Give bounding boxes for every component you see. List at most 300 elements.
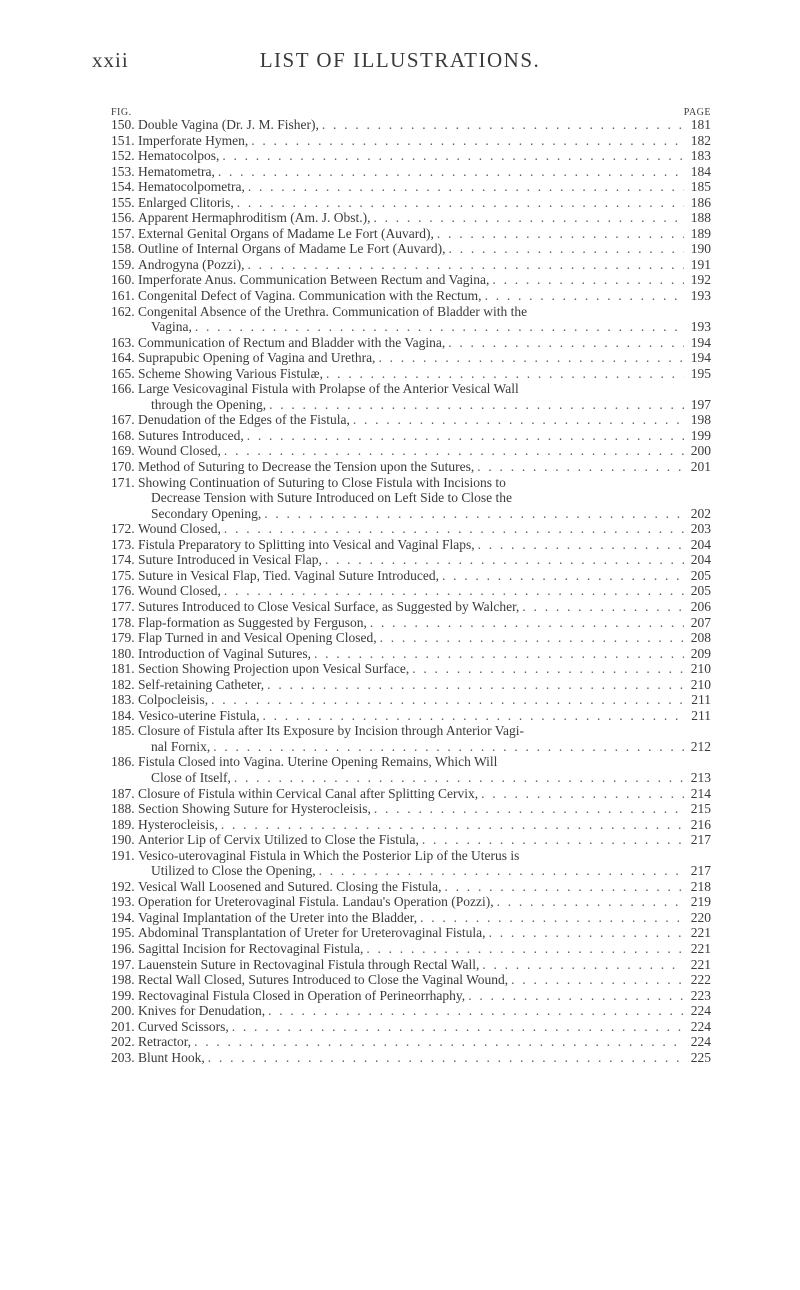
entry-title: Vesico-uterovaginal Fistula in Which the Posterior Lip of the Uterus is: [138, 847, 520, 863]
list-item: [111, 335, 711, 351]
list-item: [111, 381, 711, 412]
dot-leader: [314, 646, 684, 662]
page-number: 201: [690, 459, 711, 475]
list-item: [111, 615, 711, 631]
dot-leader: [267, 677, 684, 693]
entry-body: [138, 117, 711, 133]
entry-title: Suture Introduced in Vesical Flap,: [138, 552, 322, 568]
list-item: [111, 241, 711, 257]
fig-number: 151.: [111, 132, 135, 148]
entry-title: Section Showing Projection upon Vesical Surface,: [138, 661, 410, 677]
entry-line: [138, 475, 711, 491]
fig-number: 152.: [111, 148, 135, 164]
illustration-list: [111, 117, 711, 1065]
dot-leader: [326, 366, 684, 382]
entry-line: [138, 241, 711, 257]
page-number: 220: [690, 909, 711, 925]
page-number: 224: [690, 1003, 711, 1019]
entry-line: [138, 226, 711, 242]
page-number: 186: [690, 194, 711, 210]
list-item: [111, 521, 711, 537]
page-number: 212: [690, 738, 711, 754]
list-item: [111, 894, 711, 910]
entry-line: [138, 615, 711, 631]
page-number: 222: [690, 972, 711, 988]
fig-number: 188.: [111, 801, 135, 817]
list-item: [111, 288, 711, 304]
entry-line: [138, 210, 711, 226]
entry-line: [138, 179, 711, 195]
entry-title: Self-retaining Catheter,: [138, 676, 265, 692]
entry-body: [138, 195, 711, 211]
entry-body: [138, 521, 711, 537]
fig-number: 163.: [111, 334, 135, 350]
list-item: [111, 723, 711, 754]
fig-number: 189.: [111, 816, 135, 832]
entry-line: [138, 537, 711, 553]
fig-number: 186.: [111, 754, 135, 770]
entry-body: [138, 443, 711, 459]
fig-number: 181.: [111, 661, 135, 677]
entry-body: [138, 692, 711, 708]
entry-body: [138, 708, 711, 724]
dot-leader: [492, 272, 684, 288]
dot-leader: [319, 863, 684, 879]
entry-body: [138, 350, 711, 366]
entry-body: [138, 412, 711, 428]
dot-leader: [420, 910, 684, 926]
list-item: [111, 708, 711, 724]
entry-line: [138, 257, 711, 273]
dot-leader: [468, 988, 684, 1004]
entry-title: Scheme Showing Various Fistulæ,: [138, 365, 324, 381]
entry-body: [138, 537, 711, 553]
entry-line: [138, 692, 711, 708]
entry-title: Fistula Closed into Vagina. Uterine Opening Remains, Which Will: [138, 754, 498, 770]
list-item: [111, 925, 711, 941]
page-number: 194: [690, 334, 711, 350]
entry-body: [138, 335, 711, 351]
entry-body: [138, 568, 711, 584]
dot-leader: [373, 210, 684, 226]
fig-number: 192.: [111, 878, 135, 894]
entry-body: [138, 304, 711, 335]
entry-title: Close of Itself,: [151, 769, 231, 785]
entry-title: Anterior Lip of Cervix Utilized to Close the Fistula,: [138, 832, 419, 848]
dot-leader: [251, 133, 684, 149]
page-number: 216: [690, 816, 711, 832]
list-item: [111, 428, 711, 444]
entry-title: Lauenstein Suture in Rectovaginal Fistula through Rectal Wall,: [138, 956, 480, 972]
dot-leader: [208, 1050, 684, 1066]
fig-number: 197.: [111, 956, 135, 972]
entry-line: [138, 335, 711, 351]
entry-body: [138, 583, 711, 599]
entry-title: Hematocolpometra,: [138, 179, 245, 195]
entry-title: Imperforate Anus. Communication Between Rectum and Vagina,: [138, 272, 490, 288]
running-head: [92, 48, 708, 78]
fig-number: 190.: [111, 832, 135, 848]
page-number: 224: [690, 1018, 711, 1034]
fig-number: 156.: [111, 210, 135, 226]
fig-number: 193.: [111, 894, 135, 910]
fig-number: 184.: [111, 707, 135, 723]
page-number: 199: [690, 427, 711, 443]
fig-number: 185.: [111, 723, 135, 739]
page-number: 217: [690, 863, 711, 879]
dot-leader: [522, 599, 684, 615]
list-item: [111, 568, 711, 584]
fig-number: 175.: [111, 567, 135, 583]
page-number: 190: [690, 241, 711, 257]
entry-line: [138, 646, 711, 662]
entry-line: [138, 459, 711, 475]
entry-title: Hysterocleisis,: [138, 816, 218, 832]
entry-body: [138, 210, 711, 226]
entry-line: [138, 381, 711, 397]
fig-number: 176.: [111, 583, 135, 599]
list-item: [111, 832, 711, 848]
entry-line: [138, 428, 711, 444]
dot-leader: [325, 552, 684, 568]
page-number: 204: [690, 552, 711, 568]
dot-leader: [234, 770, 684, 786]
dot-leader: [221, 817, 684, 833]
entry-body: [138, 179, 711, 195]
dot-leader: [262, 708, 684, 724]
page-number: 213: [690, 769, 711, 785]
page-number: 211: [691, 707, 711, 723]
dot-leader: [370, 615, 684, 631]
fig-number: 203.: [111, 1049, 135, 1065]
fig-number: 166.: [111, 381, 135, 397]
entry-body: [138, 272, 711, 288]
entry-body: [138, 133, 711, 149]
page-number: 195: [690, 365, 711, 381]
page-title: LIST OF ILLUSTRATIONS.: [259, 48, 541, 72]
page-number: 221: [690, 940, 711, 956]
fig-number: 196.: [111, 940, 135, 956]
dot-leader: [247, 428, 684, 444]
dot-leader: [412, 661, 684, 677]
entry-title: External Genital Organs of Madame Le Fort (Auvard),: [138, 225, 434, 241]
entry-body: [138, 988, 711, 1004]
list-item: [111, 599, 711, 615]
page-number: 204: [690, 536, 711, 552]
dot-leader: [237, 195, 684, 211]
list-item: [111, 366, 711, 382]
entry-line: [138, 319, 711, 335]
page-number: 191: [690, 256, 711, 272]
dot-leader: [269, 397, 684, 413]
dot-leader: [374, 801, 684, 817]
entry-line: [138, 630, 711, 646]
entry-title: Showing Continuation of Suturing to Close Fistula with Incisions to: [138, 474, 506, 490]
page-number: 221: [690, 956, 711, 972]
fig-number: 173.: [111, 536, 135, 552]
entry-body: [138, 646, 711, 662]
list-item: [111, 412, 711, 428]
entry-line: [138, 677, 711, 693]
dot-leader: [497, 894, 684, 910]
dot-leader: [322, 117, 684, 133]
list-item: [111, 988, 711, 1004]
entry-title: Suture in Vesical Flap, Tied. Vaginal Suture Introduced,: [138, 567, 439, 583]
entry-title: Sutures Introduced to Close Vesical Surface, as Suggested by Walcher,: [138, 598, 520, 614]
page-number: 211: [691, 692, 711, 708]
entry-line: [138, 148, 711, 164]
fig-number: 164.: [111, 350, 135, 366]
entry-body: [138, 599, 711, 615]
page-number: 193: [690, 288, 711, 304]
entry-body: [138, 848, 711, 879]
list-item: [111, 257, 711, 273]
dot-leader: [448, 335, 684, 351]
dot-leader: [218, 164, 684, 180]
list-item: [111, 879, 711, 895]
entry-line: [138, 786, 711, 802]
fig-number: 155.: [111, 194, 135, 210]
entry-line: [138, 708, 711, 724]
page-number: 221: [690, 925, 711, 941]
list-item: [111, 164, 711, 180]
entry-title: Vesical Wall Loosened and Sutured. Closing the Fistula,: [138, 878, 442, 894]
entry-line: [138, 443, 711, 459]
page-number: 197: [690, 396, 711, 412]
entry-title: Congenital Absence of the Urethra. Communication of Bladder with the: [138, 303, 528, 319]
dot-leader: [247, 257, 684, 273]
fig-number: 191.: [111, 847, 135, 863]
entry-title: Communication of Rectum and Bladder with the Vagina,: [138, 334, 446, 350]
entry-line: [138, 817, 711, 833]
entry-title: Wound Closed,: [138, 443, 221, 459]
fig-number: 174.: [111, 552, 135, 568]
fig-number: 182.: [111, 676, 135, 692]
entry-body: [138, 817, 711, 833]
list-item: [111, 195, 711, 211]
entry-title: Rectovaginal Fistula Closed in Operation of Perineorrhaphy,: [138, 987, 466, 1003]
entry-title: Wound Closed,: [138, 521, 221, 537]
dot-leader: [477, 459, 684, 475]
entry-body: [138, 459, 711, 475]
page-number: 207: [690, 614, 711, 630]
list-item: [111, 537, 711, 553]
dot-leader: [366, 941, 684, 957]
list-item: [111, 646, 711, 662]
entry-line: [138, 412, 711, 428]
entry-title: Androgyna (Pozzi),: [138, 256, 245, 272]
entry-body: [138, 957, 711, 973]
entry-line: [138, 801, 711, 817]
entry-title: Congenital Defect of Vagina. Communication with the Rectum,: [138, 288, 482, 304]
fig-number: 157.: [111, 225, 135, 241]
page-number: 217: [690, 832, 711, 848]
entry-body: [138, 754, 711, 785]
list-item: [111, 661, 711, 677]
dot-leader: [353, 412, 684, 428]
list-item: [111, 801, 711, 817]
fig-number: 178.: [111, 614, 135, 630]
list-item: [111, 941, 711, 957]
entry-line: [138, 552, 711, 568]
entry-title: Abdominal Transplantation of Ureter for Ureterovaginal Fistula,: [138, 925, 486, 941]
entry-line: [138, 1034, 711, 1050]
entry-line: [138, 723, 711, 739]
entry-title: Operation for Ureterovaginal Fistula. Landau's Operation (Pozzi),: [138, 894, 494, 910]
list-item: [111, 1034, 711, 1050]
entry-title: Imperforate Hymen,: [138, 132, 249, 148]
entry-title: Secondary Opening,: [151, 505, 262, 521]
fig-number: 183.: [111, 692, 135, 708]
entry-line: [138, 754, 711, 770]
entry-body: [138, 475, 711, 522]
entry-title: Blunt Hook,: [138, 1049, 205, 1065]
entry-line: [138, 879, 711, 895]
entry-title: Closure of Fistula after Its Exposure by Incision through Anterior Vagi-: [138, 723, 524, 739]
list-item: [111, 133, 711, 149]
entry-line: [138, 521, 711, 537]
fig-number: 154.: [111, 179, 135, 195]
list-item: [111, 179, 711, 195]
page-number: 210: [690, 661, 711, 677]
fig-number: 200.: [111, 1003, 135, 1019]
entry-title: Outline of Internal Organs of Madame Le Fort (Auvard),: [138, 241, 446, 257]
list-item: [111, 459, 711, 475]
list-item: [111, 210, 711, 226]
page-number: 192: [690, 272, 711, 288]
page-number: 218: [690, 878, 711, 894]
entry-line: [138, 1003, 711, 1019]
page-number: 193: [690, 319, 711, 335]
fig-number: 179.: [111, 630, 135, 646]
dot-leader: [232, 1019, 684, 1035]
entry-title: Retractor,: [138, 1034, 192, 1050]
entry-body: [138, 366, 711, 382]
page-number: 205: [690, 583, 711, 599]
entry-title: Fistula Preparatory to Splitting into Vesical and Vaginal Flaps,: [138, 536, 475, 552]
entry-line: [138, 288, 711, 304]
entry-line: [138, 1050, 711, 1066]
list-item: [111, 350, 711, 366]
page-number: 188: [690, 210, 711, 226]
dot-leader: [264, 506, 684, 522]
entry-line: [138, 195, 711, 211]
entry-line: [138, 739, 711, 755]
dot-leader: [380, 630, 684, 646]
entry-line: [138, 490, 711, 506]
entry-title: Large Vesicovaginal Fistula with Prolapse of the Anterior Vesical Wall: [138, 381, 519, 397]
fig-number: 170.: [111, 459, 135, 475]
entry-line: [138, 988, 711, 1004]
entry-body: [138, 801, 711, 817]
list-item: [111, 972, 711, 988]
fig-number: 180.: [111, 645, 135, 661]
list-item: [111, 1050, 711, 1066]
dot-leader: [481, 786, 684, 802]
entry-title: Vesico-uterine Fistula,: [138, 707, 260, 723]
entry-line: [138, 366, 711, 382]
list-item: [111, 817, 711, 833]
entry-title: Apparent Hermaphroditism (Am. J. Obst.),: [138, 210, 371, 226]
entry-line: [138, 661, 711, 677]
fig-number: 165.: [111, 365, 135, 381]
dot-leader: [248, 179, 684, 195]
dot-leader: [511, 972, 684, 988]
page-number: 200: [690, 443, 711, 459]
entry-title: Vaginal Implantation of the Ureter into the Bladder,: [138, 909, 418, 925]
entry-title: Sutures Introduced,: [138, 427, 244, 443]
entry-body: [138, 428, 711, 444]
dot-leader: [224, 443, 684, 459]
fig-number: 158.: [111, 241, 135, 257]
entry-title: Decrease Tension with Suture Introduced on Left Side to Close the: [151, 490, 512, 506]
list-item: [111, 910, 711, 926]
entry-title: Knives for Denudation,: [138, 1003, 266, 1019]
list-item: [111, 957, 711, 973]
list-item: [111, 304, 711, 335]
page-number: 183: [690, 148, 711, 164]
entry-line: [138, 1019, 711, 1035]
page-number: 198: [690, 412, 711, 428]
entry-body: [138, 164, 711, 180]
fig-number: 150.: [111, 117, 135, 132]
page-number: 223: [690, 987, 711, 1003]
page-number: 181: [690, 117, 711, 132]
page-column-header: PAGE: [683, 107, 711, 118]
list-item: [111, 692, 711, 708]
fig-number: 159.: [111, 256, 135, 272]
entry-body: [138, 832, 711, 848]
list-item: [111, 630, 711, 646]
entry-title: Double Vagina (Dr. J. M. Fisher),: [138, 117, 319, 132]
entry-title: Denudation of the Edges of the Fistula,: [138, 412, 350, 428]
page-number: 189: [690, 225, 711, 241]
dot-leader: [422, 832, 684, 848]
entry-body: [138, 972, 711, 988]
dot-leader: [213, 739, 684, 755]
page-number: 215: [690, 801, 711, 817]
dot-leader: [195, 319, 684, 335]
page-number: 224: [690, 1034, 711, 1050]
entry-title: Section Showing Suture for Hysterocleisis,: [138, 801, 371, 817]
dot-leader: [224, 583, 684, 599]
fig-number: 172.: [111, 521, 135, 537]
entry-body: [138, 1019, 711, 1035]
fig-number: 162.: [111, 303, 135, 319]
entry-line: [138, 272, 711, 288]
page-number: 205: [690, 567, 711, 583]
dot-leader: [482, 957, 684, 973]
dot-leader: [437, 226, 684, 242]
entry-line: [138, 599, 711, 615]
entry-title: Closure of Fistula within Cervical Canal after Splitting Cervix,: [138, 785, 479, 801]
page-number: 185: [690, 179, 711, 195]
entry-title: Utilized to Close the Opening,: [151, 863, 316, 879]
dot-leader: [485, 288, 684, 304]
dot-leader: [268, 1003, 684, 1019]
entry-body: [138, 925, 711, 941]
entry-title: Method of Suturing to Decrease the Tension upon the Sutures,: [138, 459, 475, 475]
fig-number: 202.: [111, 1034, 135, 1050]
entry-line: [138, 925, 711, 941]
entry-body: [138, 894, 711, 910]
dot-leader: [442, 568, 684, 584]
page-number: 214: [690, 785, 711, 801]
list-item: [111, 583, 711, 599]
entry-body: [138, 677, 711, 693]
entry-line: [138, 304, 711, 320]
page-number: 225: [690, 1049, 711, 1065]
